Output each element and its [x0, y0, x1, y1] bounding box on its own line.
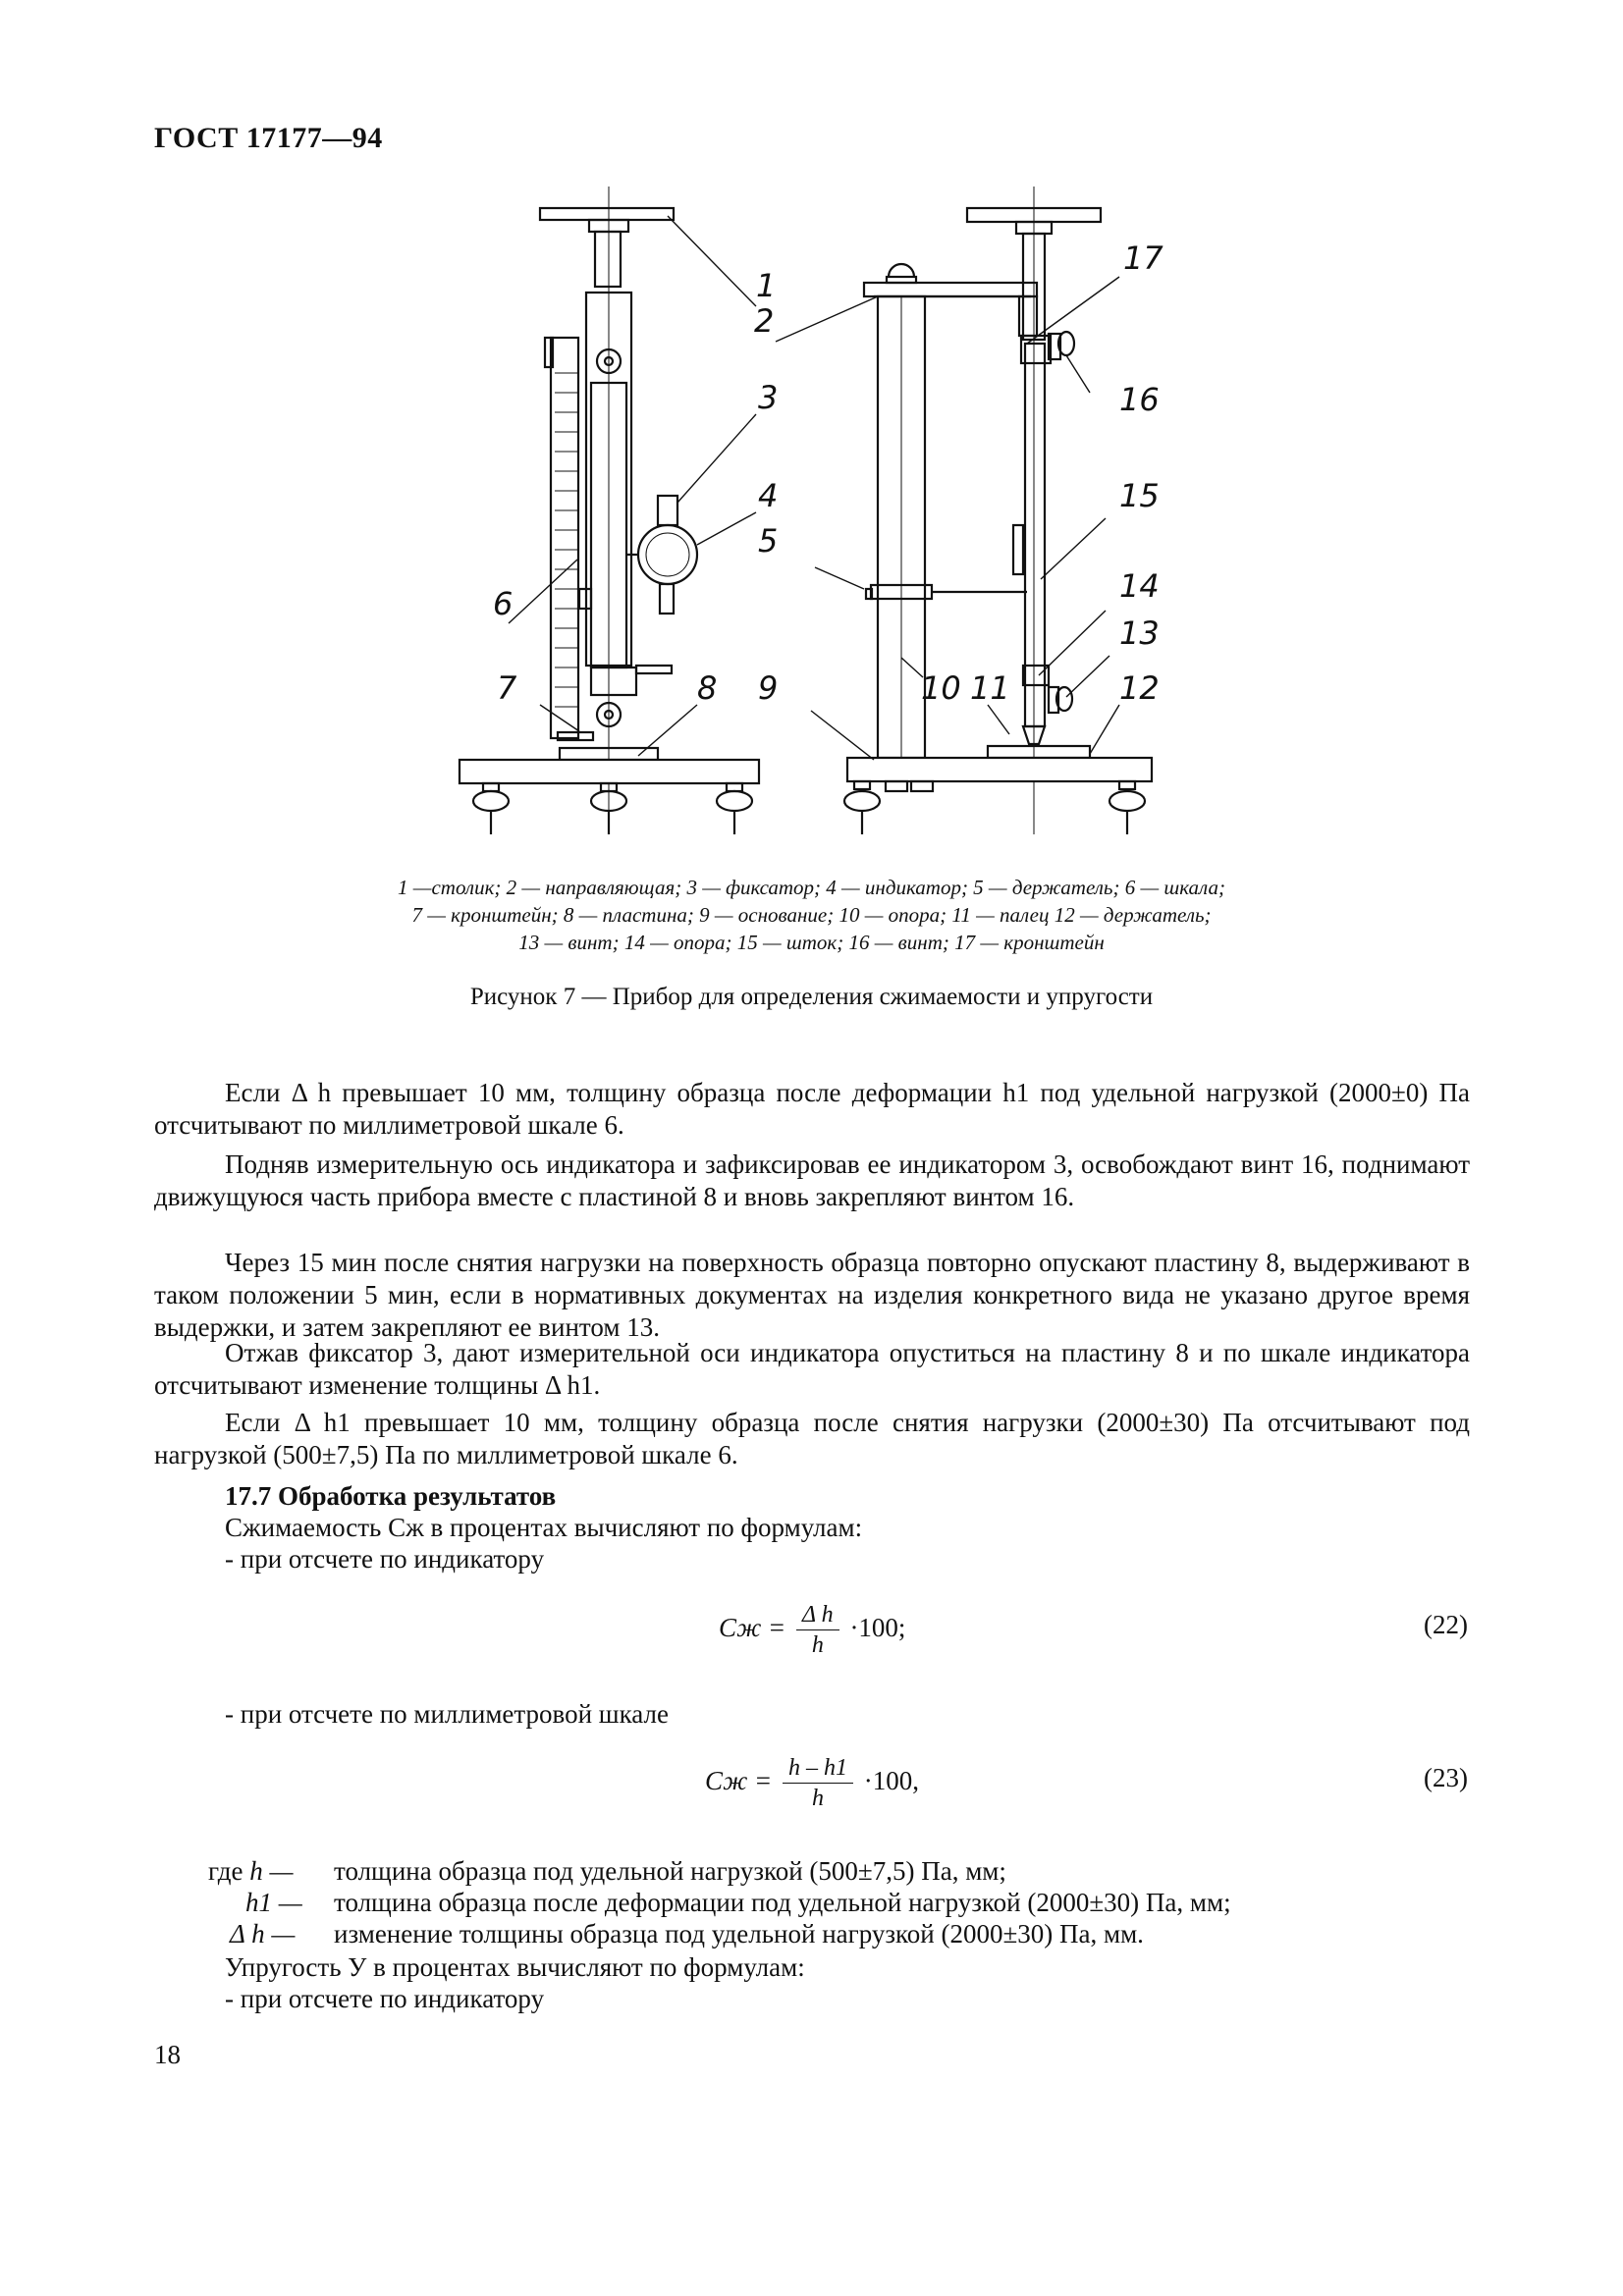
callout-2: 2 [754, 302, 775, 340]
legend-line: 1 —столик; 2 — направляющая; 3 — фиксатор; 4 — индикатор; 5 — держатель; 6 — шкала; [398, 876, 1225, 899]
paragraph: Отжав фиксатор 3, дают измерительной оси индикатора опуститься на пластину 8 и по шкале индикатора отсчитывают изменение толщины Δ h1. [154, 1338, 1470, 1400]
text-line: Сжимаемость Сж в процентах вычисляют по формулам: [225, 1513, 863, 1542]
callout-13: 13 [1119, 614, 1160, 652]
callout-1: 1 [756, 267, 777, 304]
callout-4: 4 [758, 477, 779, 514]
paragraph: Если Δ h1 превышает 10 мм, толщину образца после снятия нагрузки (2000±30) Па отсчитывают под нагрузкой (500±7,5) Па по миллиметровой шкале 6. [154, 1408, 1470, 1469]
callout-17: 17 [1123, 240, 1163, 277]
text-line: - при отсчете по индикатору [225, 1984, 545, 2013]
definition-row: где h — [208, 1856, 294, 1886]
page-number: 18 [154, 2040, 181, 2069]
equation-number: (22) [1424, 1610, 1468, 1639]
paragraph: Если Δ h превышает 10 мм, толщину образца после деформации h1 под удельной нагрузкой (2000±0) Па отсчитывают по миллиметровой шкале 6. [154, 1078, 1470, 1140]
callout-5: 5 [758, 522, 779, 560]
text-line: Упругость У в процентах вычисляют по формулам: [225, 1952, 805, 1982]
definition-text: изменение толщины образца под удельной нагрузкой (2000±30) Па, мм. [334, 1919, 1144, 1949]
callout-3: 3 [758, 379, 779, 416]
apparatus-drawing [442, 187, 1188, 854]
callout-9: 9 [758, 669, 779, 707]
section-heading: 17.7 Обработка результатов [225, 1481, 557, 1511]
text-line: - при отсчете по индикатору [225, 1544, 545, 1574]
paragraph: Подняв измерительную ось индикатора и зафиксировав ее индикатором 3, освобождают винт 16, поднимают движущуюся часть прибора вместе с пластиной 8 и вновь закрепляют винтом 16. [154, 1149, 1470, 1211]
callout-10: 10 [921, 669, 961, 707]
callout-8: 8 [697, 669, 718, 707]
callout-6: 6 [493, 585, 514, 622]
definition-row: Δ h — [230, 1919, 296, 1949]
document-header: ГОСТ 17177—94 [154, 122, 383, 154]
callout-11: 11 [970, 669, 1010, 707]
formula-23: Сж = $\frac{h - h1}{h}$ ·100, [705, 1755, 920, 1811]
definition-text: толщина образца под удельной нагрузкой (500±7,5) Па, мм; [334, 1856, 1006, 1886]
figure-legend [196, 874, 1427, 956]
paragraph: Через 15 мин после снятия нагрузки на поверхность образца повторно опускают пластину 8, выдерживают в таком положении 5 мин, если в нормативных документах на изделия конкретного вида не указано другое время выдержки, и затем закрепляют ее винтом 13. [154, 1248, 1470, 1342]
figure-caption: Рисунок 7 — Прибор для определения сжимаемости и упругости [469, 984, 1154, 1010]
legend-line: 7 — кронштейн; 8 — пластина; 9 — основание; 10 — опора; 11 — палец 12 — держатель; [411, 903, 1212, 927]
callout-12: 12 [1119, 669, 1160, 707]
callout-7: 7 [497, 669, 517, 707]
callout-16: 16 [1119, 381, 1160, 418]
equation-number: (23) [1424, 1763, 1468, 1792]
callout-15: 15 [1119, 477, 1160, 514]
definition-text: толщина образца после деформации под удельной нагрузкой (2000±30) Па, мм; [334, 1888, 1231, 1917]
callout-14: 14 [1119, 567, 1160, 605]
definition-row: h1 — [245, 1888, 302, 1917]
formula-22: Сж = $\frac{\text{Δ h}}{h}$ ·100; [719, 1602, 906, 1658]
legend-line: 13 — винт; 14 — опора; 15 — шток; 16 — винт; 17 — кронштейн [518, 931, 1105, 954]
text-line: - при отсчете по миллиметровой шкале [225, 1699, 669, 1729]
